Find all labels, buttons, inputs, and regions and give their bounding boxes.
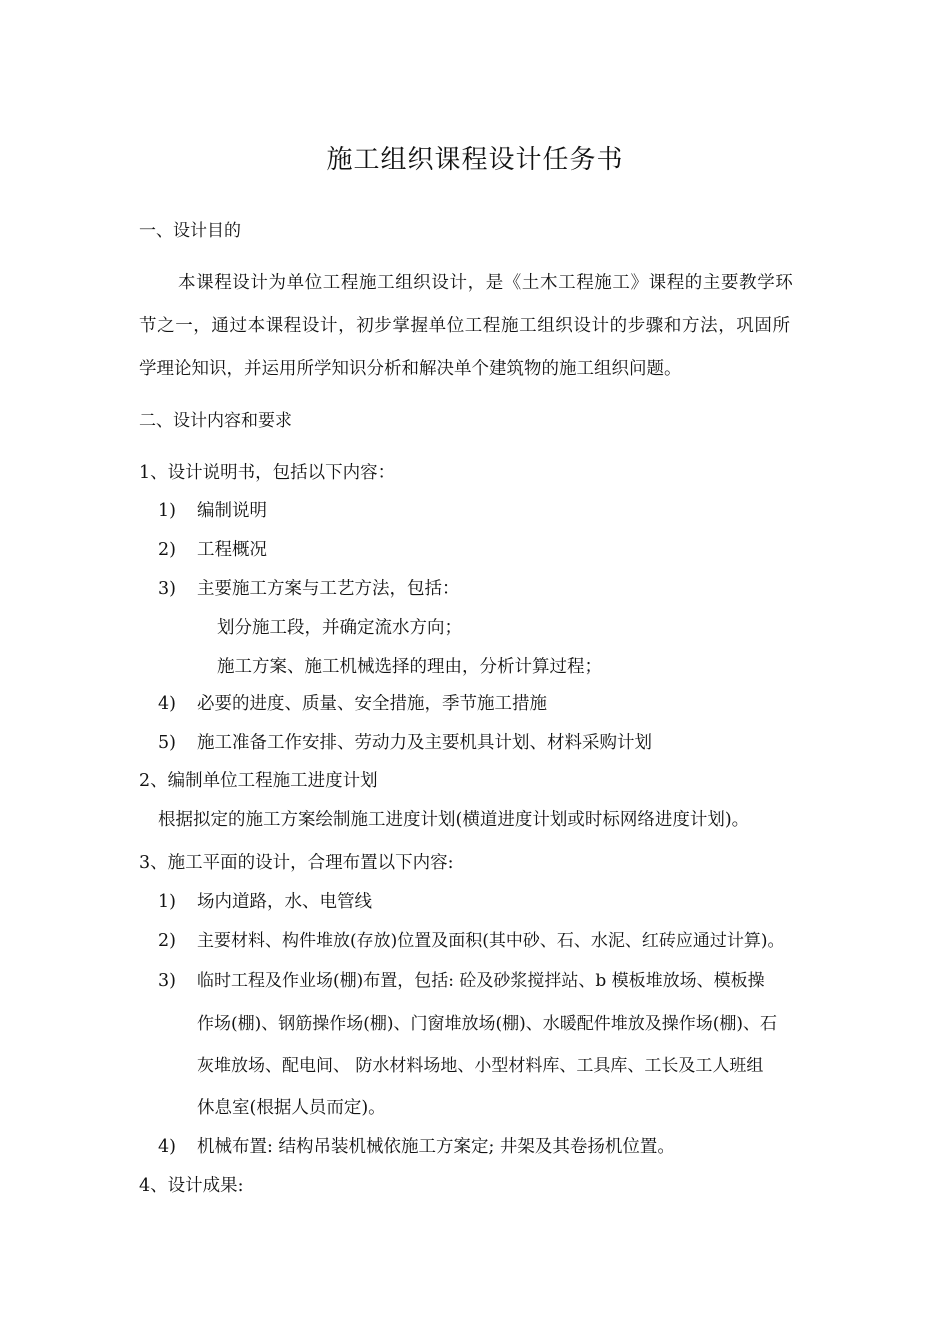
list-number: 3): [158, 579, 176, 599]
list-text: 施工准备工作安排、劳动力及主要机具计划、材料采购计划: [197, 733, 652, 753]
list-number: 2): [158, 931, 176, 951]
sub-detail-line: 划分施工段，并确定流水方向；: [217, 618, 462, 638]
list-text: 编制说明: [197, 501, 267, 521]
document-title: 施工组织课程设计任务书: [326, 145, 624, 175]
list-text-continuation: 休息室(根据人员而定)。: [197, 1098, 386, 1118]
list-number: 1): [158, 501, 176, 521]
sub-detail-line: 施工方案、施工机械选择的理由，分析计算过程；: [217, 657, 602, 677]
list-text-continuation: 灰堆放场、配电间、 防水材料场地、小型材料库、工具库、工长及工人班组: [197, 1056, 764, 1076]
item-title-design-manual: 1、设计说明书，包括以下内容：: [139, 463, 396, 483]
purpose-paragraph-line: 本课程设计为单位工程施工组织设计，是《土木工程施工》课程的主要教学环: [178, 273, 794, 293]
list-text: 临时工程及作业场(棚)布置，包括: 砼及砂浆搅拌站、b 模板堆放场、模板操: [197, 971, 765, 991]
list-text: 工程概况: [197, 540, 267, 560]
item-title-deliverables: 4、设计成果:: [139, 1176, 244, 1196]
item-title-schedule: 2、编制单位工程施工进度计划: [139, 771, 378, 791]
list-number: 4): [158, 694, 176, 714]
list-text: 机械布置: 结构吊装机械依施工方案定; 井架及其卷扬机位置。: [197, 1137, 675, 1157]
section-heading-purpose: 一、设计目的: [139, 221, 241, 241]
list-text: 场内道路，水、电管线: [197, 892, 372, 912]
list-number: 2): [158, 540, 176, 560]
list-text: 主要施工方案与工艺方法，包括：: [197, 579, 460, 599]
list-text: 主要材料、构件堆放(存放)位置及面积(其中砂、石、水泥、红砖应通过计算)。: [197, 931, 785, 951]
list-number: 5): [158, 733, 176, 753]
item-title-site-plan: 3、施工平面的设计，合理布置以下内容:: [139, 853, 454, 873]
list-text-continuation: 作场(棚)、钢筋操作场(棚)、门窗堆放场(棚)、水暖配件堆放及操作场(棚)、石: [197, 1014, 778, 1034]
purpose-paragraph-line: 学理论知识，并运用所学知识分析和解决单个建筑物的施工组织问题。: [139, 359, 682, 379]
schedule-body: 根据拟定的施工方案绘制施工进度计划(横道进度计划或时标网络进度计划)。: [158, 810, 750, 830]
list-number: 1): [158, 892, 176, 912]
list-number: 3): [158, 971, 176, 991]
purpose-paragraph-line: 节之一，通过本课程设计，初步掌握单位工程施工组织设计的步骤和方法，巩固所: [139, 316, 791, 336]
list-number: 4): [158, 1137, 176, 1157]
list-text: 必要的进度、质量、安全措施，季节施工措施: [197, 694, 547, 714]
section-heading-content: 二、设计内容和要求: [139, 411, 292, 431]
